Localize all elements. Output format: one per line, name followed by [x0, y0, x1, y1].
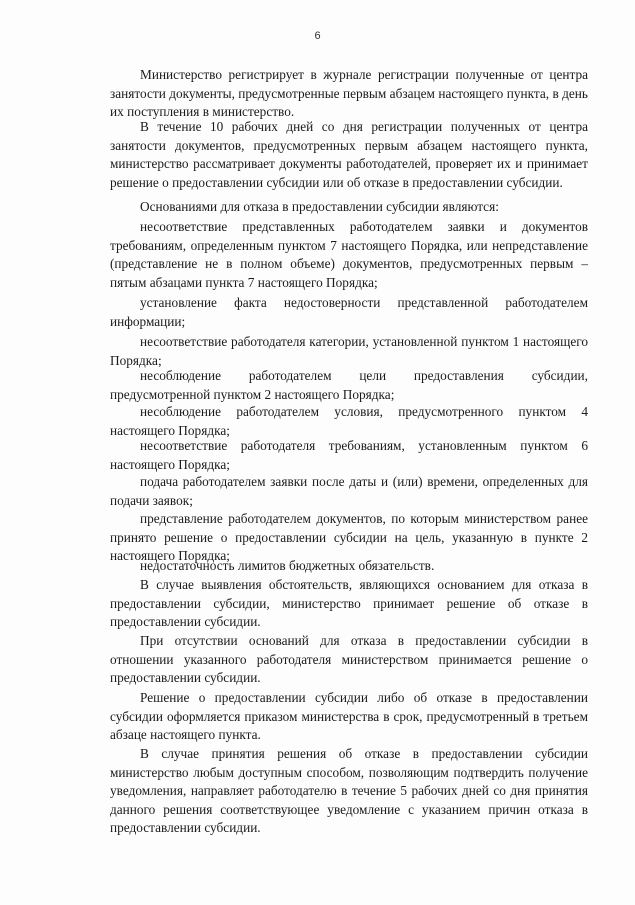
paragraph-ground-requirements: несоответствие работодателя требованиям, установленным пунктом 6 настоящего Порядка; [110, 438, 588, 472]
paragraph-refusal-decision: В случае выявления обстоятельств, являющихся основанием для отказа в предоставлении субсидии, министерство принимает решение об отказе в предоставлении субсидии. [110, 577, 588, 629]
paragraph-ground-limits: недостаточность лимитов бюджетных обязательств. [140, 558, 435, 573]
paragraph-approval-decision: При отсутствии оснований для отказа в предоставлении субсидии в отношении указанного работодателя министерством принимается решение о предоставлении субсидии. [110, 633, 588, 685]
paragraph-ground-false-info: установление факта недостоверности представленной работодателем информации; [110, 295, 588, 329]
paragraph-ground-category: несоответствие работодателя категории, установленной пунктом 1 настоящего Порядка; [110, 334, 588, 368]
paragraph-registration: Министерство регистрирует в журнале регистрации полученные от центра занятости документы, предусмотренные первым абзацем настоящего пункта, в день их поступления в министерство. [110, 67, 588, 119]
paragraph-refusal-notification: В случае принятия решения об отказе в предоставлении субсидии министерство любым доступным способом, позволяющим подтвердить получение уведомления, направляет работодателю в течение 5 рабочих дней со дня принятия данного решения соответствующее уведомление с указанием причин отказа в предоставлении субсидии. [110, 746, 588, 835]
paragraph-ground-late-application: подача работодателем заявки после даты и (или) времени, определенных для подачи заявок; [110, 474, 588, 508]
page-number: 6 [314, 30, 321, 42]
paragraph-review-period: В течение 10 рабочих дней со дня регистрации полученных от центра занятости документов, предусмотренных первым абзацем настоящего пункта, министерство рассматривает документы работодателей, проверяет их и принимает решение о предоставлении субсидии или об отказе в предоставлении субсидии. [110, 119, 588, 190]
paragraph-ground-duplicate: представление работодателем документов, по которым министерством ранее принято решение о предоставлении субсидии на цель, указанную в пункте 2 настоящего Порядка; [110, 511, 588, 563]
paragraph-ground-condition: несоблюдение работодателем условия, предусмотренного пунктом 4 настоящего Порядка; [110, 404, 588, 438]
paragraph-order-issuance: Решение о предоставлении субсидии либо об отказе в предоставлении субсидии оформляется приказом министерства в срок, предусмотренный в третьем абзаце настоящего пункта. [110, 690, 588, 742]
paragraph-refusal-grounds-intro: Основаниями для отказа в предоставлении субсидии являются: [140, 199, 499, 214]
paragraph-ground-purpose: несоблюдение работодателем цели предоставления субсидии, предусмотренной пунктом 2 настоящего Порядка; [110, 368, 588, 402]
paragraph-ground-documents: несоответствие представленных работодателем заявки и документов требованиям, определенным пунктом 7 настоящего Порядка, или непредставление (представление не в полном объеме) документов, предусмотренных первым – пятым абзацами пункта 7 настоящего Порядка; [110, 219, 588, 290]
